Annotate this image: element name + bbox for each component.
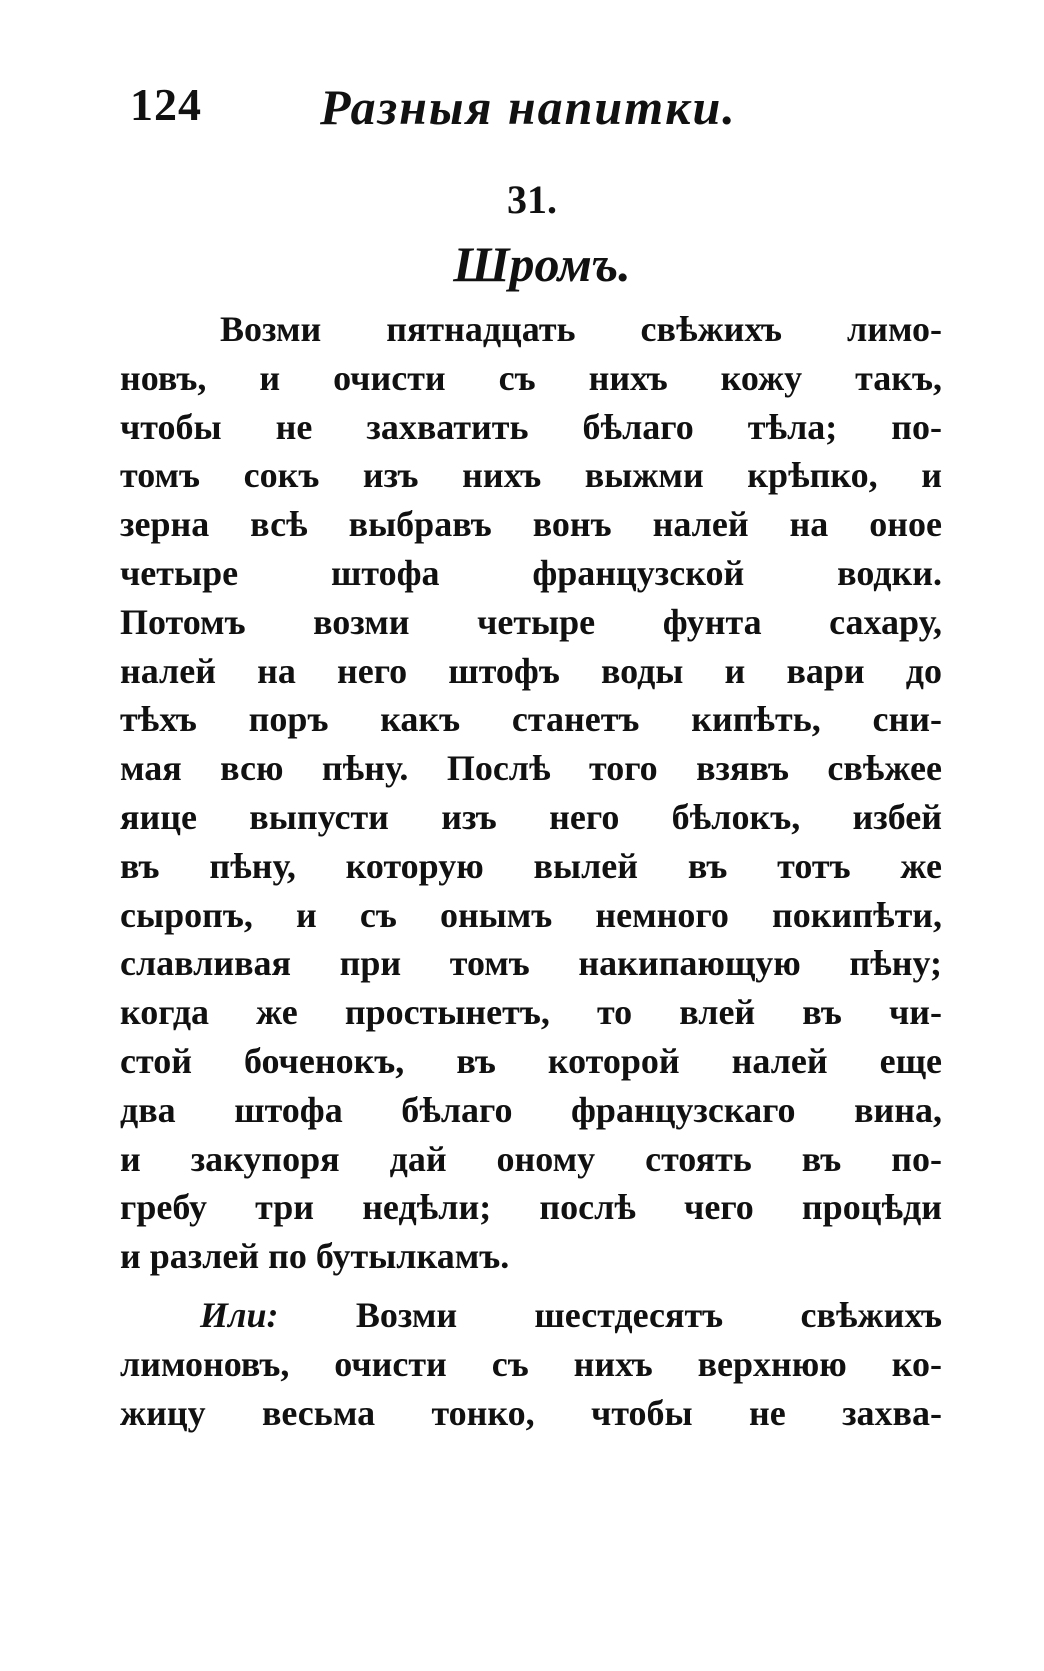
text-line: стой боченокъ, въ которой налей еще: [120, 1040, 942, 1081]
text-line: и разлей по бутылкамъ.: [120, 1236, 510, 1277]
text-line: мая всю пѣну. Послѣ того взявъ свѣжее: [120, 748, 942, 789]
text-line: новъ, и очисти съ нихъ кожу такъ,: [120, 357, 942, 398]
text-line: томъ сокъ изъ нихъ выжми крѣпко, и: [120, 455, 942, 496]
text-line: гребу три недѣли; послѣ чего процѣди: [120, 1187, 942, 1228]
text-line: сыропъ, и съ онымъ немного покипѣти,: [120, 894, 942, 935]
text-line: четыре штофа французской водки.: [120, 552, 942, 593]
text-line: яице выпусти изъ него бѣлокъ, избей: [120, 796, 942, 837]
text-line: тѣхъ поръ какъ станетъ кипѣть, сни-: [120, 699, 942, 740]
recipe-title: Шромъ.: [453, 236, 631, 292]
text-line: Потомъ возми четыре фунта сахару,: [120, 601, 942, 642]
text-fragment: Возми шестдесятъ свѣжихъ: [355, 1294, 942, 1335]
page-number: 124: [130, 79, 202, 130]
text-line: [120, 1291, 942, 1340]
text-line: и закупоря дай оному стоять въ по-: [120, 1138, 942, 1179]
text-line: зерна всѣ выбравъ вонъ налей на оное: [120, 504, 942, 545]
text-line: жицу весьма тонко, чтобы не захва-: [120, 1392, 942, 1433]
running-head: [130, 78, 930, 148]
text-line: славливая при томъ накипающую пѣну;: [120, 943, 942, 984]
body-text: [120, 305, 942, 1437]
running-title: Разныя напитки.: [320, 79, 737, 135]
section-number: 31.: [507, 177, 557, 222]
text-line: налей на него штофъ воды и вари до: [120, 650, 942, 691]
text-line: лимоновъ, очисти съ нихъ верхнюю ко-: [120, 1343, 942, 1384]
text-line: когда же простынетъ, то влей въ чи-: [120, 992, 942, 1033]
text-line: Возми пятнадцать свѣжихъ лимо-: [220, 309, 942, 349]
text-line: два штофа бѣлаго французскаго вина,: [120, 1089, 942, 1130]
lead-word: Или:: [200, 1294, 279, 1335]
text-line: чтобы не захватить бѣлаго тѣла; по-: [120, 406, 942, 447]
text-line: въ пѣну, которую вылей въ тотъ же: [120, 845, 942, 886]
